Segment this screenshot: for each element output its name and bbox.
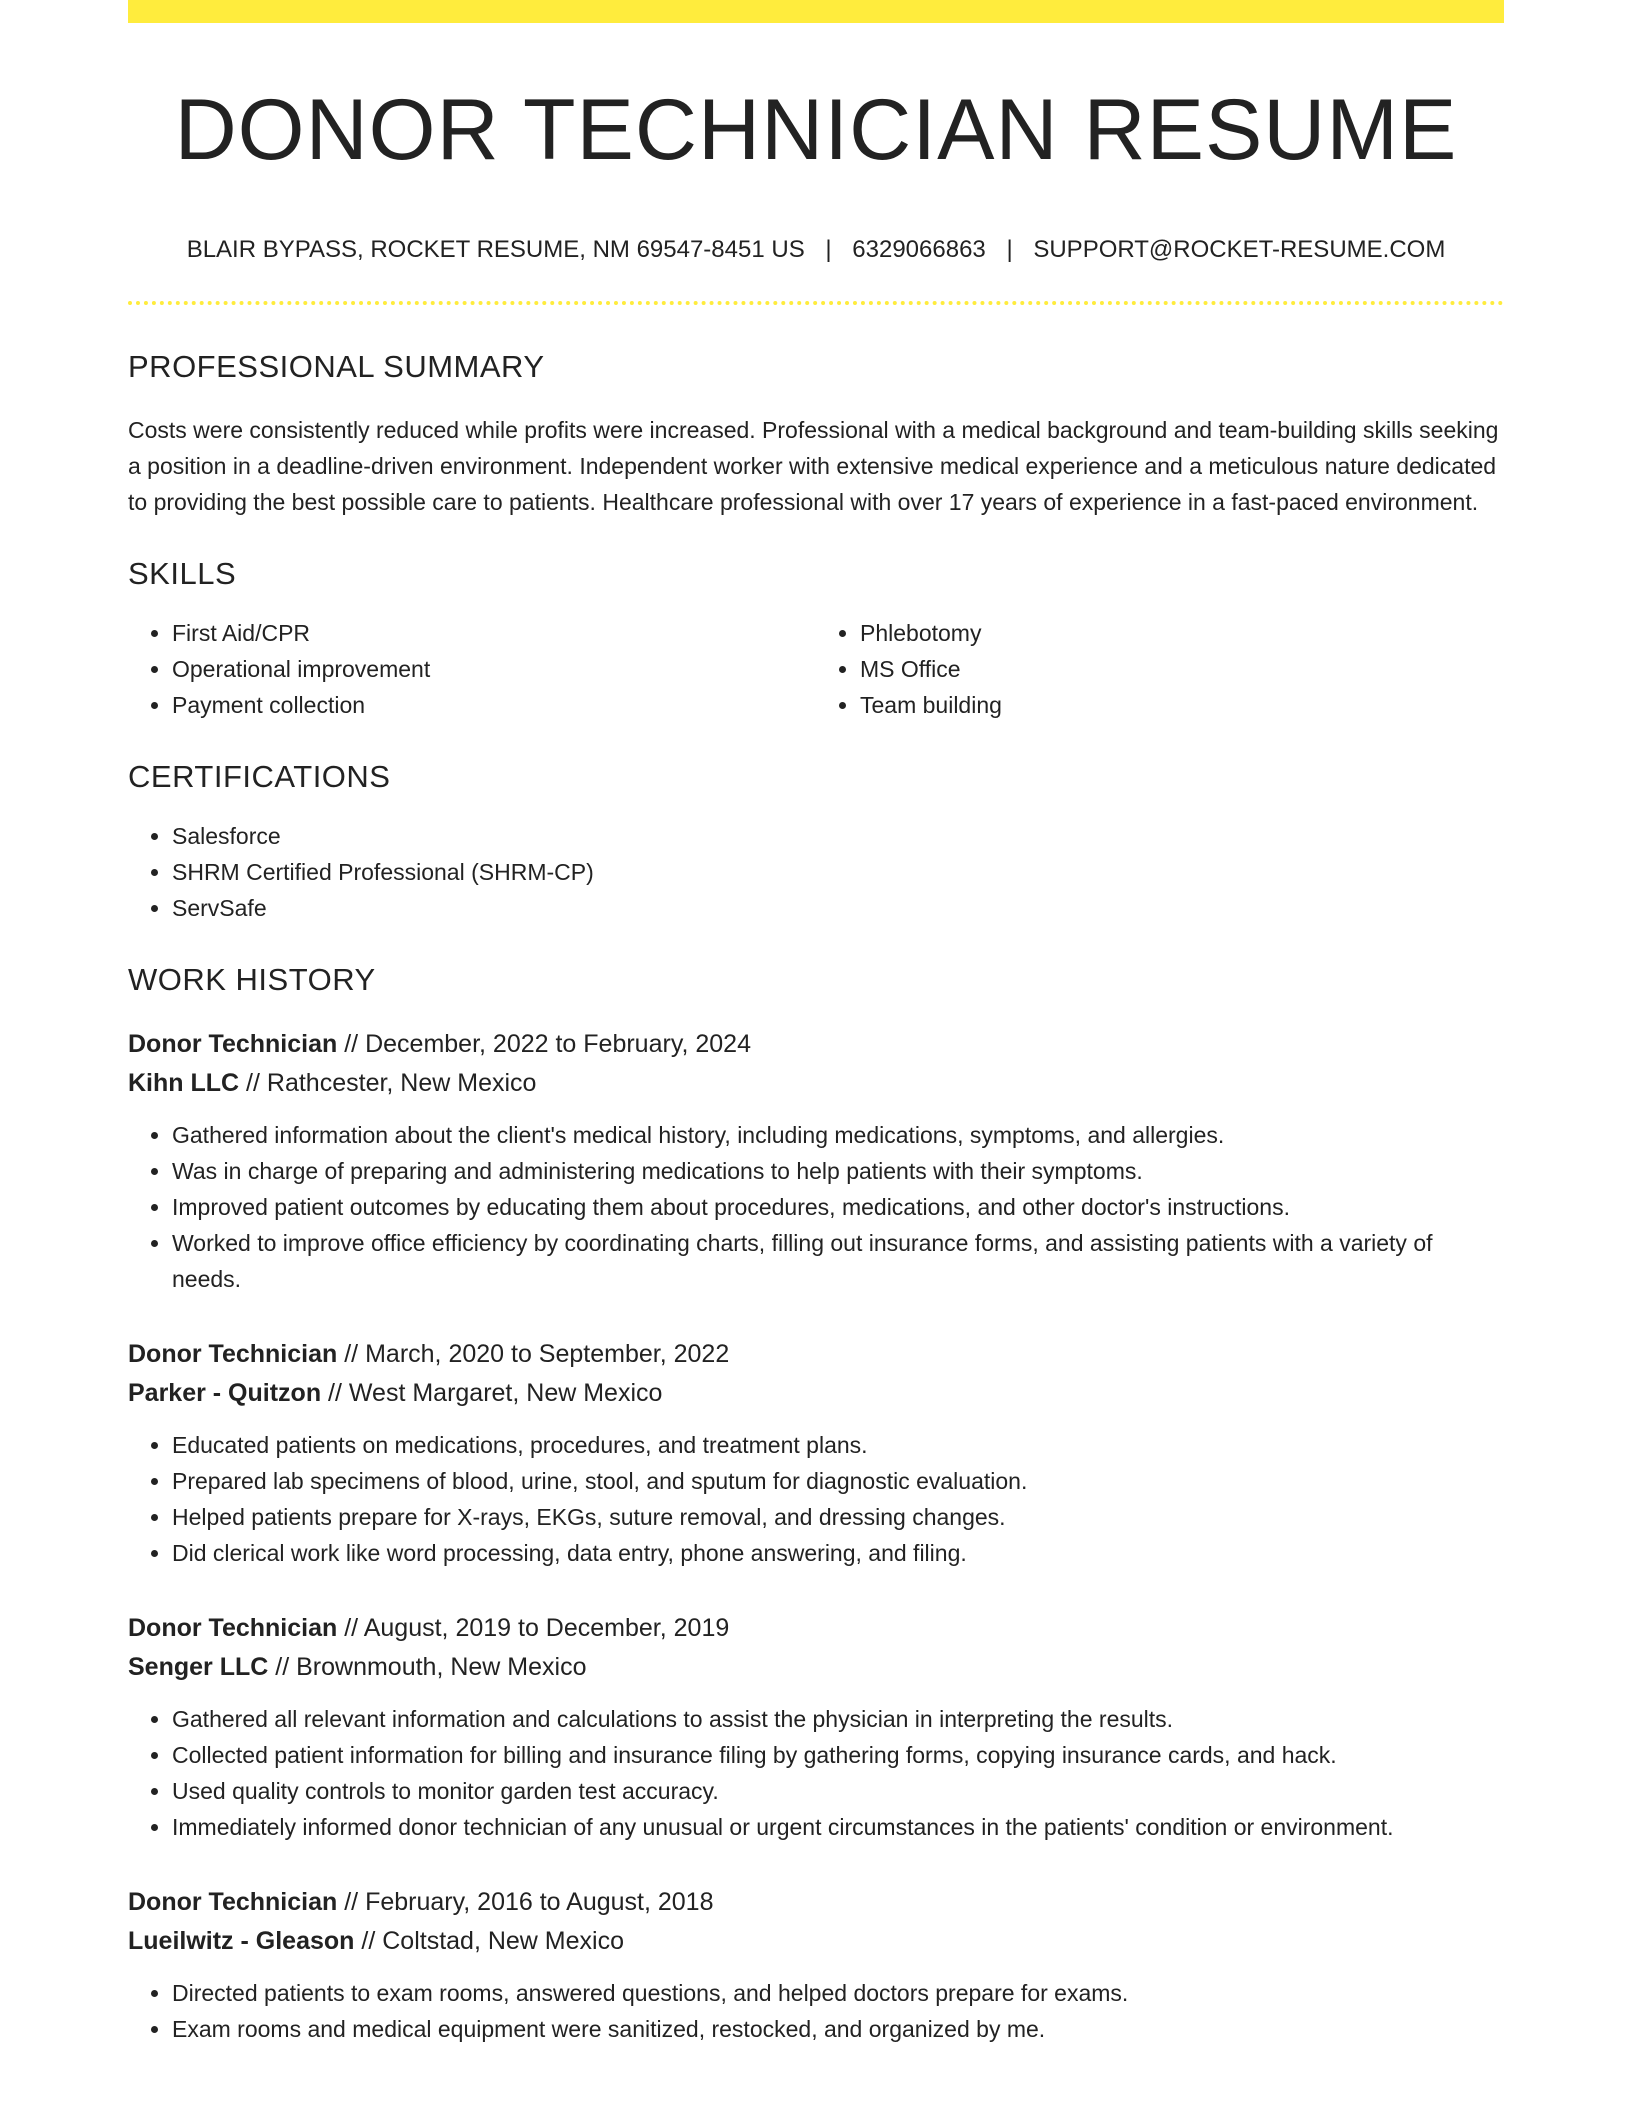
- job-duty: • Gathered all relevant information and calculations to assist the physician in interpreting the results.: [172, 1701, 1504, 1737]
- job-entry: [128, 1335, 1504, 1571]
- job-dates: March, 2020 to September, 2022: [365, 1340, 730, 1368]
- certifications-section: [128, 761, 1504, 926]
- contact-separator: |: [1006, 236, 1013, 263]
- job-duty: • Worked to improve office efficiency by coordinating charts, filling out insurance forms, and assisting patients with a variety of needs.: [172, 1225, 1504, 1297]
- job-company: Lueilwitz - Gleason: [128, 1927, 355, 1955]
- work-history-section: [128, 964, 1504, 2047]
- job-company: Kihn LLC: [128, 1069, 240, 1097]
- job-entry: [128, 1025, 1504, 1297]
- top-accent-bar: [128, 0, 1504, 23]
- certifications-heading: CERTIFICATIONS: [128, 759, 391, 794]
- job-company: Parker - Quitzon: [128, 1379, 322, 1407]
- contact-phone: 6329066863: [852, 236, 986, 263]
- summary-section: [128, 351, 1504, 520]
- certifications-list: [128, 818, 1504, 926]
- skill-item: • Payment collection: [172, 687, 816, 723]
- job-dates: December, 2022 to February, 2024: [365, 1030, 751, 1058]
- job-title-line: [128, 1025, 1504, 1064]
- job-title: Donor Technician: [128, 1888, 338, 1916]
- certification-item: • Salesforce: [172, 818, 1504, 854]
- skills-list-right: [816, 615, 1504, 723]
- job-duty: • Prepared lab specimens of blood, urine, stool, and sputum for diagnostic evaluation.: [172, 1463, 1504, 1499]
- job-separator: //: [344, 1030, 359, 1058]
- job-duty: • Did clerical work like word processing, data entry, phone answering, and filing.: [172, 1535, 1504, 1571]
- job-entry: [128, 1883, 1504, 2047]
- job-separator: //: [328, 1379, 342, 1407]
- job-separator: //: [344, 1614, 359, 1642]
- job-title: Donor Technician: [128, 1340, 338, 1368]
- job-company-line: [128, 1374, 1504, 1413]
- skill-item: • Operational improvement: [172, 651, 816, 687]
- job-separator: //: [344, 1340, 359, 1368]
- job-duty: • Used quality controls to monitor garden test accuracy.: [172, 1773, 1504, 1809]
- work-history-heading: WORK HISTORY: [128, 962, 376, 997]
- job-location: Coltstad, New Mexico: [382, 1927, 624, 1955]
- job-duty: • Gathered information about the client's medical history, including medications, symptoms, and allergies.: [172, 1117, 1504, 1153]
- job-duties-list: [128, 1701, 1504, 1845]
- job-location: West Margaret, New Mexico: [348, 1379, 663, 1407]
- job-title: Donor Technician: [128, 1614, 338, 1642]
- job-duty: • Was in charge of preparing and administering medications to help patients with their symptoms.: [172, 1153, 1504, 1189]
- certification-item: • ServSafe: [172, 890, 1504, 926]
- resume-title: DONOR TECHNICIAN RESUME: [174, 82, 1458, 178]
- skill-item: • Team building: [860, 687, 1504, 723]
- job-title-line: [128, 1335, 1504, 1374]
- job-separator: //: [246, 1069, 260, 1097]
- skills-section: [128, 558, 1504, 723]
- job-duties-list: [128, 1975, 1504, 2047]
- job-company-line: [128, 1922, 1504, 1961]
- job-duty: • Educated patients on medications, procedures, and treatment plans.: [172, 1427, 1504, 1463]
- job-separator: //: [275, 1653, 290, 1681]
- job-duty: • Exam rooms and medical equipment were sanitized, restocked, and organized by me.: [172, 2011, 1504, 2047]
- skills-columns: [128, 615, 1504, 723]
- job-dates: August, 2019 to December, 2019: [363, 1614, 730, 1642]
- skill-item: • First Aid/CPR: [172, 615, 816, 651]
- job-company: Senger LLC: [128, 1653, 269, 1681]
- job-company-line: [128, 1648, 1504, 1687]
- job-title: Donor Technician: [128, 1030, 338, 1058]
- contact-separator: |: [825, 236, 832, 263]
- contact-line: [128, 238, 1504, 262]
- contact-address: BLAIR BYPASS, ROCKET RESUME, NM 69547-8451 US: [186, 236, 805, 263]
- summary-text: Costs were consistently reduced while profits were increased. Professional with a medical background and team-building skills seeking a position in a deadline-driven environment. Independent worker with extensive medical experience and a meticulous nature dedicated to providing the best possible care to patients. Healthcare professional with over 17 years of experience in a fast-paced environment.: [128, 417, 1499, 515]
- skill-item: • MS Office: [860, 651, 1504, 687]
- job-title-line: [128, 1883, 1504, 1922]
- job-duty: • Collected patient information for billing and insurance filing by gathering forms, copying insurance cards, and hack.: [172, 1737, 1504, 1773]
- job-location: Brownmouth, New Mexico: [296, 1653, 587, 1681]
- job-location: Rathcester, New Mexico: [266, 1069, 537, 1097]
- job-company-line: [128, 1064, 1504, 1103]
- job-separator: //: [344, 1888, 359, 1916]
- job-entry: [128, 1609, 1504, 1845]
- job-separator: //: [361, 1927, 376, 1955]
- certification-item: • SHRM Certified Professional (SHRM-CP): [172, 854, 1504, 890]
- skill-item: • Phlebotomy: [860, 615, 1504, 651]
- resume-page: [128, 0, 1504, 2047]
- job-title-line: [128, 1609, 1504, 1648]
- header-divider: [128, 301, 1504, 305]
- job-dates: February, 2016 to August, 2018: [365, 1888, 714, 1916]
- job-duty: • Improved patient outcomes by educating them about procedures, medications, and other doctor's instructions.: [172, 1189, 1504, 1225]
- job-duties-list: [128, 1117, 1504, 1297]
- job-duties-list: [128, 1427, 1504, 1571]
- summary-heading: PROFESSIONAL SUMMARY: [128, 349, 545, 384]
- job-duty: • Immediately informed donor technician of any unusual or urgent circumstances in the patients' condition or environment.: [172, 1809, 1504, 1845]
- skills-list-left: [128, 615, 816, 723]
- skills-heading: SKILLS: [128, 556, 237, 591]
- job-duty: • Helped patients prepare for X-rays, EKGs, suture removal, and dressing changes.: [172, 1499, 1504, 1535]
- job-duty: • Directed patients to exam rooms, answered questions, and helped doctors prepare for exams.: [172, 1975, 1504, 2011]
- contact-email: SUPPORT@ROCKET-RESUME.COM: [1033, 236, 1446, 263]
